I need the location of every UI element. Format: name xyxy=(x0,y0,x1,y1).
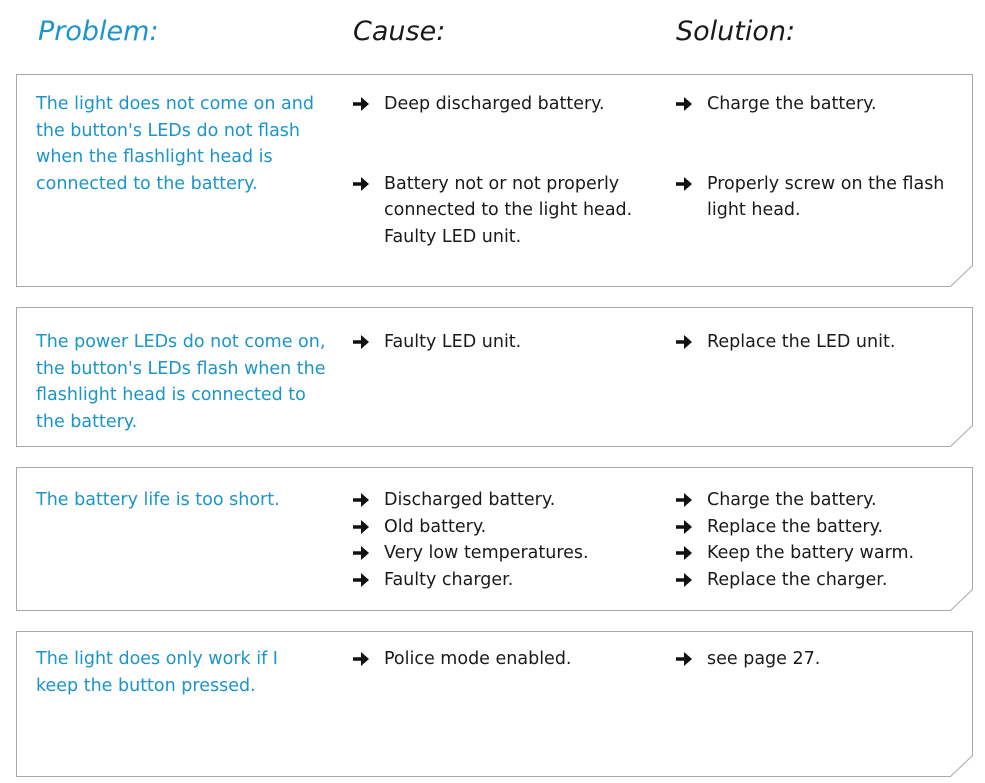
solution-item xyxy=(675,646,965,673)
troubleshooting-row xyxy=(16,631,973,777)
solution-item xyxy=(675,171,965,224)
arrow-right-icon xyxy=(352,519,370,535)
cause-item xyxy=(352,646,652,673)
arrow-right-icon xyxy=(675,492,693,508)
cause-text: Very low temperatures. xyxy=(384,543,589,563)
solution-text: Replace the charger. xyxy=(707,569,888,590)
solution-text: see page 27. xyxy=(707,649,821,669)
cause-item xyxy=(352,514,652,541)
solution-text: Charge the battery. xyxy=(707,490,877,510)
cause-text: Police mode enabled. xyxy=(384,649,572,669)
problem-text: The light does not come on and the button's LEDs do not flash when the flashlight head is connected to the battery. xyxy=(36,94,314,194)
cause-header: Cause: xyxy=(353,16,446,47)
solution-item xyxy=(675,487,965,514)
solution-item xyxy=(675,540,965,567)
troubleshooting-row xyxy=(16,74,973,287)
cause-item xyxy=(352,171,652,251)
cause-text: Old battery. xyxy=(384,516,487,537)
cause-text: Faulty charger. xyxy=(384,569,514,590)
arrow-right-icon xyxy=(675,651,693,667)
arrow-right-icon xyxy=(352,334,370,350)
problem-header: Problem: xyxy=(38,16,159,47)
arrow-right-icon xyxy=(675,572,693,588)
solution-text: Replace the LED unit. xyxy=(707,332,896,352)
solution-item xyxy=(675,329,965,356)
arrow-right-icon xyxy=(352,651,370,667)
problem-text: The light does only work if I keep the button pressed. xyxy=(36,649,278,696)
arrow-right-icon xyxy=(352,96,370,112)
cause-item xyxy=(352,567,652,594)
solution-text: Keep the battery warm. xyxy=(707,543,915,563)
problem-text: The battery life is too short. xyxy=(36,490,280,510)
cause-text: Discharged battery. xyxy=(384,490,556,510)
cause-list xyxy=(352,91,652,250)
arrow-right-icon xyxy=(352,176,370,192)
cause-list xyxy=(352,646,652,673)
solution-list xyxy=(675,91,965,224)
arrow-right-icon xyxy=(675,519,693,535)
cause-item xyxy=(352,91,652,118)
solution-list xyxy=(675,329,965,356)
arrow-right-icon xyxy=(675,334,693,350)
solution-text: Replace the battery. xyxy=(707,516,884,537)
arrow-right-icon xyxy=(352,572,370,588)
arrow-right-icon xyxy=(675,96,693,112)
problem-text: The power LEDs do not come on, the button's LEDs flash when the flashlight head is connected to the battery. xyxy=(36,332,326,432)
cause-text: Deep discharged battery. xyxy=(384,94,605,114)
solution-text: Properly screw on the flash light head. xyxy=(707,173,945,220)
arrow-right-icon xyxy=(352,545,370,561)
solution-item xyxy=(675,91,965,118)
arrow-right-icon xyxy=(675,176,693,192)
cause-list xyxy=(352,329,652,356)
cause-item xyxy=(352,329,652,356)
solution-item xyxy=(675,514,965,541)
solution-list xyxy=(675,646,965,673)
cause-text: Faulty LED unit. xyxy=(384,332,522,352)
solution-list xyxy=(675,487,965,593)
cause-list xyxy=(352,487,652,593)
arrow-right-icon xyxy=(352,492,370,508)
arrow-right-icon xyxy=(675,545,693,561)
solution-item xyxy=(675,567,965,594)
cause-item xyxy=(352,487,652,514)
troubleshooting-row xyxy=(16,307,973,447)
troubleshooting-row xyxy=(16,467,973,611)
cause-text: Battery not or not properly connected to the light head. Faulty LED unit. xyxy=(384,173,633,247)
solution-header: Solution: xyxy=(676,16,796,47)
cause-item xyxy=(352,540,652,567)
solution-text: Charge the battery. xyxy=(707,94,877,114)
